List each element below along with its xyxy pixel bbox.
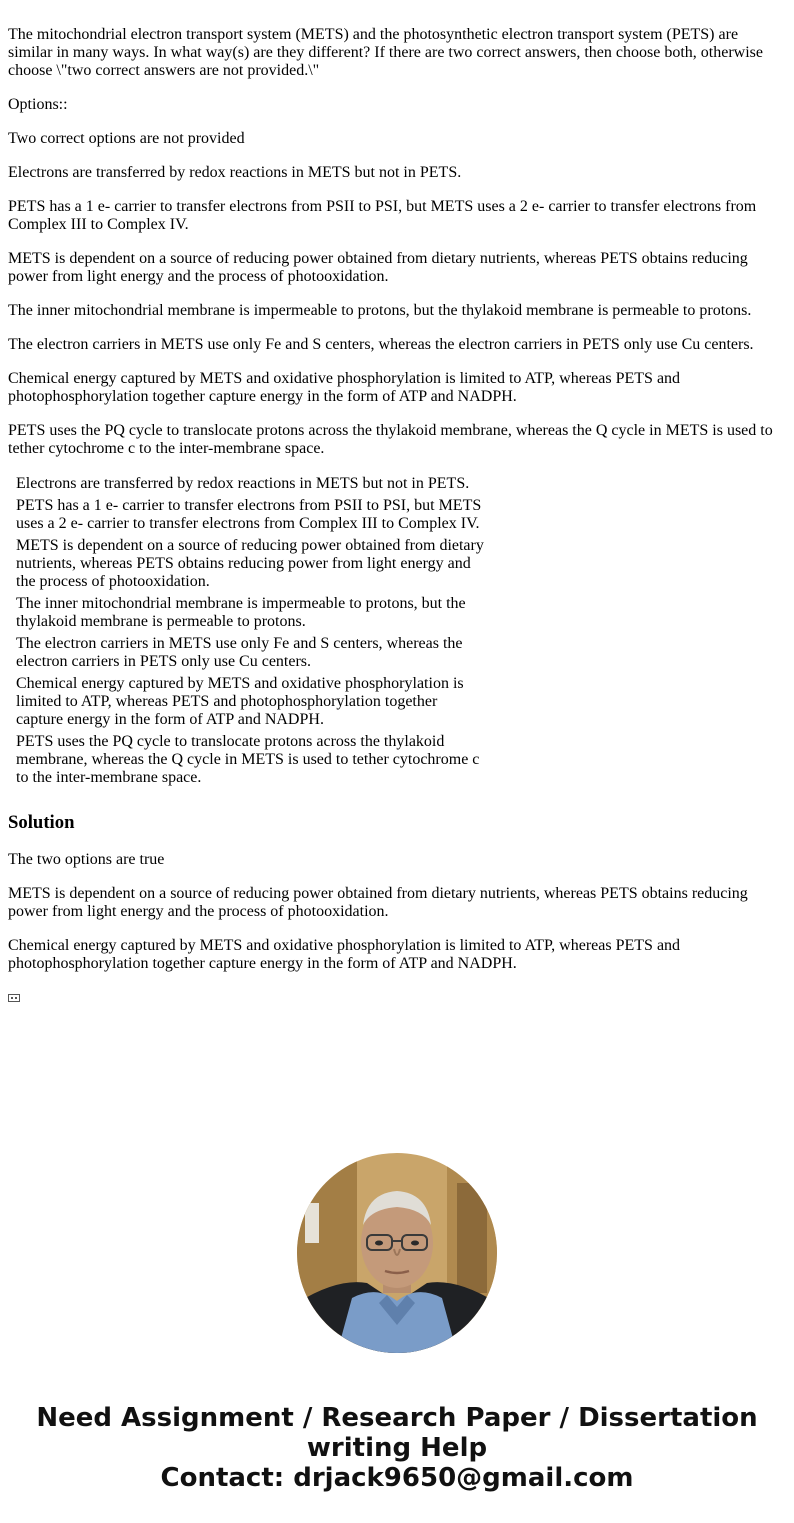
author-avatar: [297, 1153, 497, 1353]
table-row: [15, 474, 487, 494]
table-row: [15, 536, 487, 592]
solution-answer: Chemical energy captured by METS and oxidative phosphorylation is limited to ATP, whereas PETS and photophosphorylation together capture energy in the form of ATP and NADPH.: [8, 937, 681, 972]
table-cell: Chemical energy captured by METS and oxidative phosphorylation is limited to ATP, whereas PETS and photophosphorylation together capture energy in the form of ATP and NADPH.: [16, 675, 464, 728]
options-heading: Options::: [8, 96, 68, 113]
option-item: Two correct options are not provided: [8, 130, 245, 147]
option-item: METS is dependent on a source of reducing power obtained from dietary nutrients, whereas PETS obtains reducing power from light energy and the process of photooxidation.: [8, 250, 748, 285]
question-content: [8, 26, 780, 1007]
table-row: [15, 674, 487, 730]
author-portrait: [297, 1153, 497, 1353]
promo-line: Need Assignment / Research Paper / Dissertation: [36, 1403, 758, 1433]
solution-heading: Solution: [8, 812, 75, 833]
table-cell: The electron carriers in METS use only Fe and S centers, whereas the electron carriers in PETS only use Cu centers.: [16, 635, 463, 670]
table-row: [15, 594, 487, 632]
option-item: PETS has a 1 e- carrier to transfer electrons from PSII to PSI, but METS uses a 2 e- carrier to transfer electrons from Complex III to Complex IV.: [8, 198, 757, 233]
options-table: [13, 472, 489, 790]
table-row: [15, 732, 487, 788]
solution-intro: The two options are true: [8, 851, 165, 868]
table-cell: PETS has a 1 e- carrier to transfer electrons from PSII to PSI, but METS uses a 2 e- carrier to transfer electrons from Complex III to Complex IV.: [16, 497, 482, 532]
table-cell: METS is dependent on a source of reducing power obtained from dietary nutrients, whereas PETS obtains reducing power from light energy and the process of photooxidation.: [16, 537, 484, 590]
option-item: Electrons are transferred by redox reactions in METS but not in PETS.: [8, 164, 462, 181]
question-text: The mitochondrial electron transport system (METS) and the photosynthetic electron transport system (PETS) are similar in many ways. In what way(s) are they different? If there are two correct answers, then choose both, otherwise choose \"two correct answers are not provided.\": [8, 26, 763, 79]
promo-contact: Contact: drjack9650@gmail.com: [160, 1463, 634, 1493]
option-item: The inner mitochondrial membrane is impermeable to protons, but the thylakoid membrane is permeable to protons.: [8, 302, 752, 319]
broken-image-icon: [8, 994, 20, 1002]
table-row: [15, 634, 487, 672]
promo-line: writing Help: [306, 1433, 488, 1463]
option-item: The electron carriers in METS use only Fe and S centers, whereas the electron carriers in PETS only use Cu centers.: [8, 336, 754, 353]
option-item: Chemical energy captured by METS and oxidative phosphorylation is limited to ATP, whereas PETS and photophosphorylation together capture energy in the form of ATP and NADPH.: [8, 370, 681, 405]
promo-banner: [0, 1403, 794, 1493]
solution-answer: METS is dependent on a source of reducing power obtained from dietary nutrients, whereas PETS obtains reducing power from light energy and the process of photooxidation.: [8, 885, 748, 920]
table-cell: The inner mitochondrial membrane is impermeable to protons, but the thylakoid membrane is permeable to protons.: [16, 595, 466, 630]
table-cell: PETS uses the PQ cycle to translocate protons across the thylakoid membrane, whereas the Q cycle in METS is used to tether cytochrome c to the inter-membrane space.: [16, 733, 480, 786]
option-item: PETS uses the PQ cycle to translocate protons across the thylakoid membrane, whereas the Q cycle in METS is used to tether cytochrome c to the inter-membrane space.: [8, 422, 773, 457]
table-row: [15, 496, 487, 534]
table-cell: Electrons are transferred by redox reactions in METS but not in PETS.: [16, 475, 470, 492]
